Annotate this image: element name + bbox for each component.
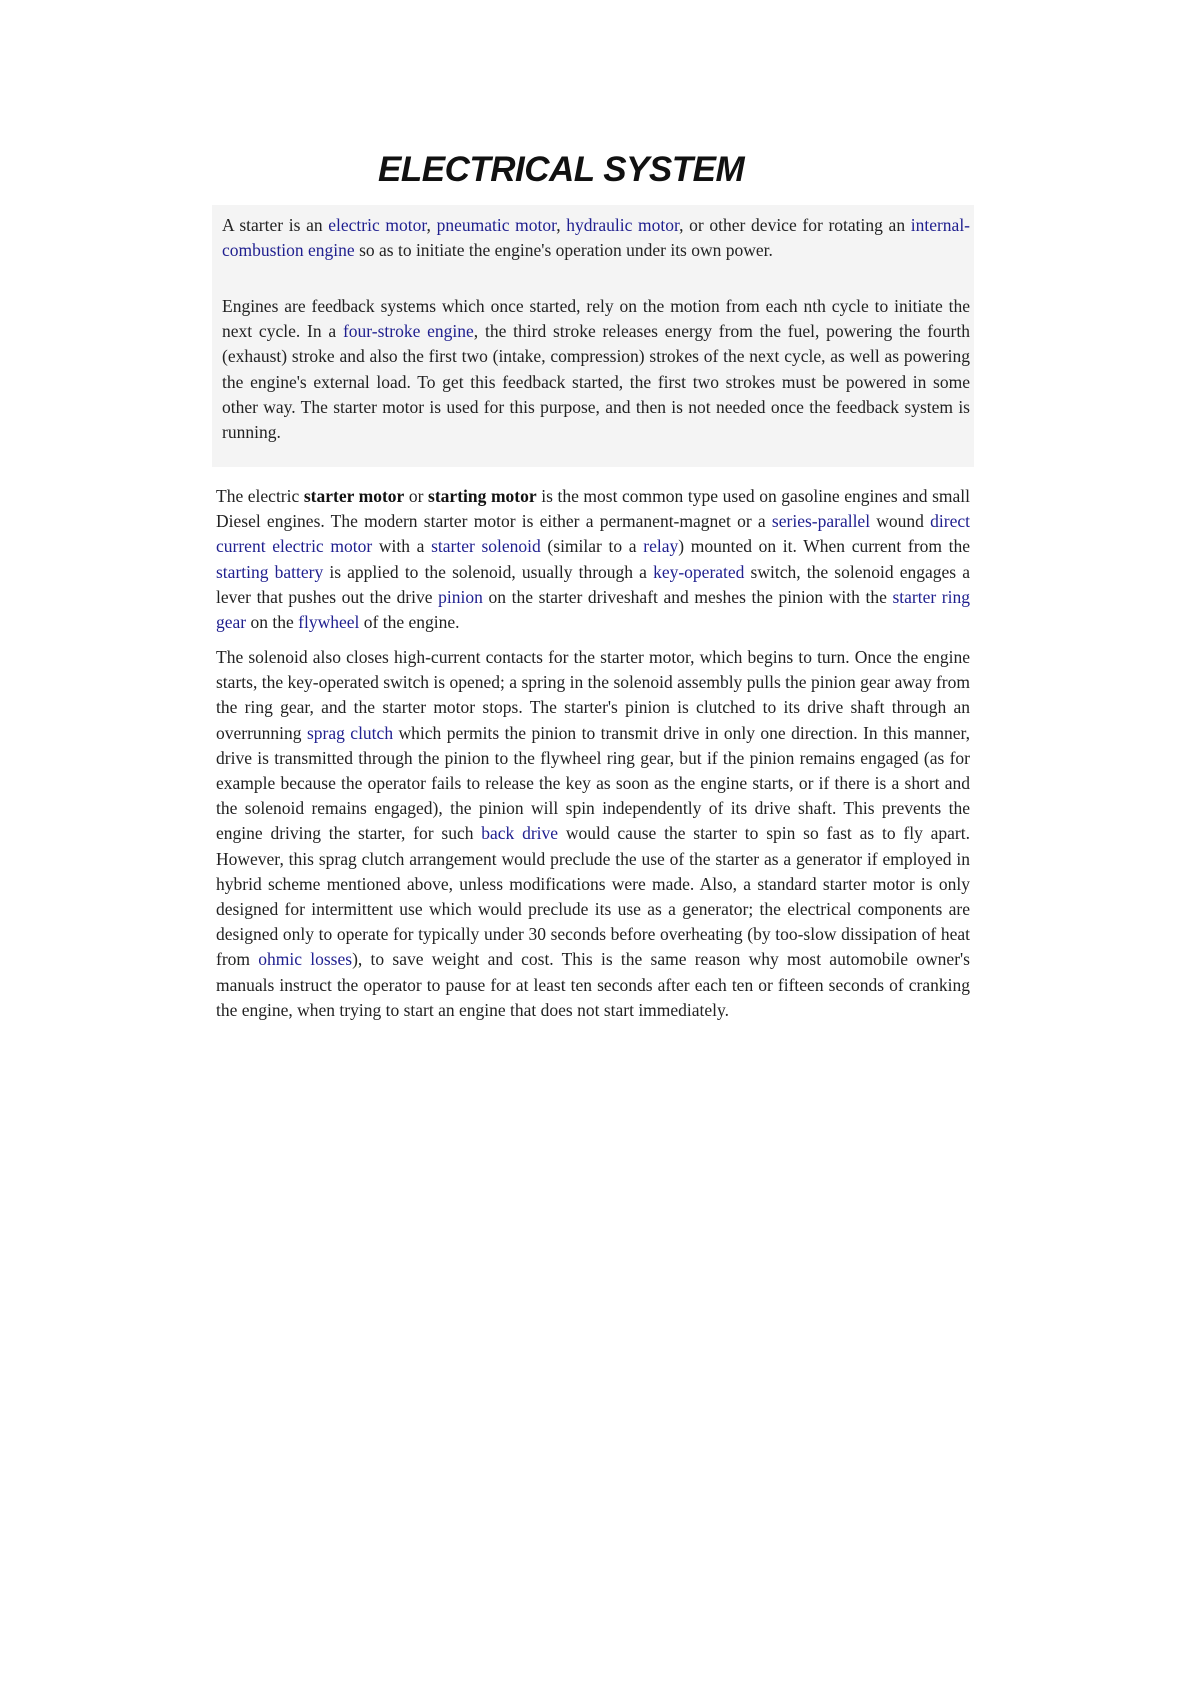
- link-back-drive[interactable]: back drive: [481, 823, 559, 844]
- link-internal-combustion-engine[interactable]: internal-combustion engine: [222, 215, 971, 261]
- term-starter-motor: starter motor: [303, 486, 405, 506]
- paragraph-feedback-systems: Engines are feedback systems which once started, rely on the motion from each nth cycle to initiate the next cycle. In a four-stroke engine, the third stroke releases energy from the fuel, powering the fourth (exhaust) stroke and also the first two (intake, compression) strokes of the next cycle, as well as powering the engine's external load. To get this feedback started, the first two strokes must be powered in some other way. The starter motor is used for this purpose, and then is not needed once the feedback system is running.: [222, 296, 970, 443]
- link-key-operated[interactable]: key-operated: [653, 561, 745, 582]
- link-relay[interactable]: relay: [643, 536, 679, 557]
- link-four-stroke-engine[interactable]: four-stroke engine: [342, 321, 474, 342]
- paragraph-solenoid-operation: The solenoid also closes high-current contacts for the starter motor, which begins to turn. Once the engine starts, the key-operated switch is opened; a spring in the solenoid assembly pulls the pinion gear away from the ring gear, and the starter motor stops. The starter's pinion is clutched to its drive shaft through an overrunning sprag clutch which permits the pinion to transmit drive in only one direction. In this manner, drive is transmitted through the pinion to the flywheel ring gear, but if the pinion remains engaged (as for example because the operator fails to release the key as soon as the engine starts, or if there is a short and the solenoid remains engaged), the pinion will spin independently of its drive shaft. This prevents the engine driving the starter, for such back drive would cause the starter to spin so fast as to fly apart. However, this sprag clutch arrangement would preclude the use of the starter as a generator if employed in hybrid scheme mentioned above, unless modifications were made. Also, a standard starter motor is only designed for intermittent use which would preclude its use as a generator; the electrical components are designed only to operate for typically under 30 seconds before overheating (by too-slow dissipation of heat from ohmic losses), to save weight and cost. This is the same reason why most automobile owner's manuals instruct the operator to pause for at least ten seconds after each ten or fifteen seconds of cranking the engine, when trying to start an engine that does not start immediately.: [216, 647, 970, 1020]
- link-starter-ring-gear[interactable]: starter ring gear: [216, 586, 970, 633]
- link-series-parallel[interactable]: series-parallel: [771, 511, 871, 532]
- link-sprag-clutch[interactable]: sprag clutch: [306, 722, 394, 743]
- link-hydraulic-motor[interactable]: hydraulic motor: [566, 215, 680, 235]
- link-pneumatic-motor[interactable]: pneumatic motor: [436, 215, 557, 235]
- link-pinion[interactable]: pinion: [438, 586, 483, 607]
- paragraph-starter-definition: A starter is an electric motor, pneumatic motor, hydraulic motor, or other device for rotating an internal-combustion engine so as to initiate the engine's operation under its own power.: [222, 215, 971, 261]
- page-title: ELECTRICAL SYSTEM: [378, 150, 745, 189]
- term-starting-motor: starting motor: [428, 486, 537, 506]
- link-flywheel[interactable]: flywheel: [298, 612, 360, 633]
- paragraph-electric-starter-motor: The electric starter motor or starting motor is the most common type used on gasoline engines and small Diesel engines. The modern starter motor is either a permanent-magnet or a series-parallel wound direct current electric motor with a starter solenoid (similar to a relay) mounted on it. When current from the starting battery is applied to the solenoid, usually through a key-operated switch, the solenoid engages a lever that pushes out the drive pinion on the starter driveshaft and meshes the pinion with the starter ring gear on the flywheel of the engine.: [216, 486, 970, 633]
- link-starting-battery[interactable]: starting battery: [216, 561, 324, 582]
- link-direct-current-electric-motor[interactable]: direct current electric motor: [216, 511, 970, 557]
- link-ohmic-losses[interactable]: ohmic losses: [258, 949, 353, 970]
- link-electric-motor[interactable]: electric motor: [328, 215, 427, 235]
- link-starter-solenoid[interactable]: starter solenoid: [431, 536, 541, 557]
